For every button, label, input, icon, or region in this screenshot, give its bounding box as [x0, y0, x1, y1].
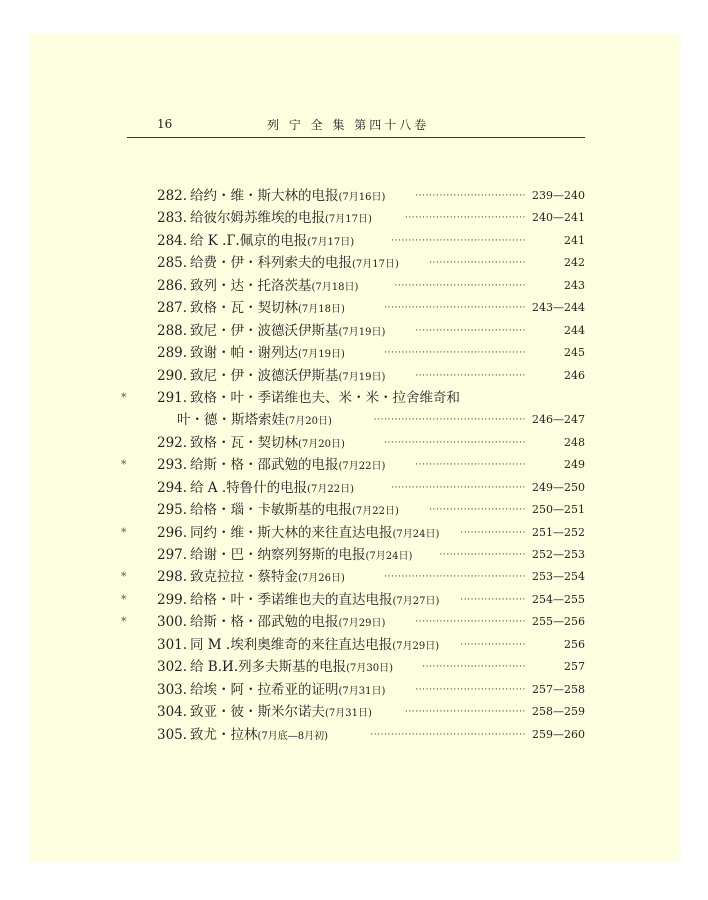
dot-leader: ································ — [415, 617, 526, 628]
entry-title — [190, 342, 345, 366]
entry-title-text: 同约・维・斯大林的来往直达电报 — [190, 524, 393, 541]
entry-date: (7月17日) — [307, 236, 355, 248]
entry-title-text: 致亚・彼・斯米尔诺夫 — [190, 704, 325, 721]
entry-title — [190, 724, 328, 748]
entry-number: 303. — [157, 681, 188, 698]
toc-entry — [127, 275, 585, 297]
entry-date: (7月19日) — [338, 371, 386, 383]
entry-number: 304. — [157, 704, 188, 721]
entry-date: (7月20日) — [285, 416, 332, 428]
entry-date: (7月27日) — [392, 595, 440, 607]
entry-page-range: 246 — [564, 368, 585, 382]
entry-number: 283. — [157, 210, 188, 227]
new-document-marker: * — [121, 458, 127, 472]
entry-number: 296. — [157, 524, 188, 541]
entry-title — [190, 252, 399, 276]
entry-number: 298. — [157, 569, 188, 586]
entry-title — [190, 320, 385, 344]
entry-number: 285. — [157, 255, 188, 272]
entry-page-range: 255—256 — [532, 615, 585, 629]
entry-number: 292. — [157, 434, 188, 451]
toc-entry — [121, 387, 585, 409]
toc-entry — [127, 499, 585, 521]
entry-number: 293. — [157, 457, 188, 474]
entry-page-range: 248 — [564, 435, 585, 449]
dot-leader: ··················· — [460, 639, 526, 650]
entry-date: (7月17日) — [352, 259, 399, 271]
entry-title — [190, 679, 385, 703]
dot-leader: ········································· — [384, 572, 526, 583]
entry-title — [190, 207, 372, 231]
dot-leader: ································ — [415, 370, 526, 381]
dot-leader: ······························ — [422, 662, 526, 673]
toc-entry — [127, 477, 585, 499]
dot-leader: ······································ — [394, 280, 526, 291]
entry-title-text: 给埃・阿・拉希亚的证明 — [190, 681, 339, 698]
entry-page-range: 257—258 — [532, 682, 585, 696]
entry-title-text: 给彼尔姆苏维埃的电报 — [190, 210, 325, 227]
toc-entry — [121, 566, 585, 588]
entry-page-range: 251—252 — [532, 525, 585, 539]
new-document-marker: * — [121, 525, 127, 539]
toc-entry — [127, 634, 585, 656]
entry-page-range: 257 — [564, 660, 585, 674]
toc-entry — [127, 207, 585, 229]
entry-date: (7月30日) — [346, 663, 393, 675]
entry-date: (7月19日) — [338, 326, 386, 338]
entry-title — [190, 297, 345, 321]
entry-page-range: 253—254 — [532, 570, 585, 584]
entry-title — [190, 566, 345, 590]
entry-date: (7月20日) — [298, 438, 345, 450]
entry-title — [190, 432, 345, 456]
toc-entry — [127, 342, 585, 364]
dot-leader: ············································· — [370, 729, 526, 740]
entry-number: 300. — [157, 614, 188, 631]
toc-entry — [127, 544, 585, 566]
new-document-marker: * — [121, 390, 127, 404]
entry-page-range: 243—244 — [532, 301, 585, 315]
entry-title — [190, 387, 460, 411]
entry-date: (7月26日) — [298, 573, 345, 585]
toc-entry — [127, 409, 585, 431]
entry-title — [190, 477, 354, 501]
entry-number: 305. — [157, 726, 188, 743]
toc-entry — [127, 230, 585, 252]
entry-date: (7月18日) — [298, 304, 345, 316]
entry-number: 302. — [157, 659, 188, 676]
toc-entry — [127, 432, 585, 454]
dot-leader: ···························· — [429, 505, 526, 516]
entry-title — [190, 275, 358, 299]
dot-leader: ········································· — [384, 303, 526, 314]
running-title: 列 宁 全 集 第四十八卷 — [267, 118, 430, 132]
entry-title-text: 致尤・拉林 — [190, 726, 258, 743]
entry-date: (7月16日) — [338, 192, 386, 203]
toc-entry — [127, 679, 585, 701]
dot-leader: ································ — [415, 684, 526, 695]
entry-title-text: 给谢・巴・纳察列努斯的电报 — [190, 547, 366, 563]
entry-title — [190, 365, 385, 389]
entry-title-text: 给斯・格・邵武勉的电报 — [190, 614, 339, 631]
entry-page-range: 256 — [564, 637, 585, 651]
toc-entry — [127, 252, 585, 274]
entry-number: 286. — [157, 277, 188, 294]
new-document-marker: * — [121, 570, 127, 584]
entry-title-text: 给 B.И.列多夫斯基的电报 — [190, 659, 347, 676]
entry-title-text: 给费・伊・科列索夫的电报 — [190, 255, 352, 272]
dot-leader: ··················· — [460, 527, 526, 538]
toc-entry — [121, 611, 585, 633]
dot-leader: ···························· — [429, 258, 526, 269]
toc-entry — [127, 365, 585, 387]
entry-title-text: 致尼・伊・波德沃伊斯基 — [190, 322, 339, 339]
entry-page-range: 252—253 — [532, 548, 585, 561]
entry-number: 287. — [157, 300, 188, 317]
new-document-marker: * — [121, 615, 127, 629]
toc-entry — [121, 589, 585, 611]
entry-title-text: 致谢・帕・谢列达 — [190, 345, 298, 362]
entry-number: 294. — [157, 479, 188, 496]
entry-page-range: 240—241 — [532, 211, 585, 225]
entry-page-range: 246—247 — [532, 413, 585, 427]
toc-entry — [121, 454, 585, 476]
entry-number: 284. — [157, 232, 188, 249]
entry-title-text: 致格・叶・季诺维也夫、米・米・拉舍维奇和 — [190, 389, 460, 406]
entry-title-text: 给约・维・斯大林的电报 — [190, 188, 339, 204]
dot-leader: ··································· — [404, 213, 526, 224]
entry-title-text: 给 K .Г.佩京的电报 — [190, 232, 308, 249]
entry-date: (7月29日) — [338, 618, 386, 630]
entry-number: 290. — [157, 367, 188, 384]
toc-entry — [121, 522, 585, 544]
toc-entry — [127, 701, 585, 723]
entry-date: (7月31日) — [338, 685, 386, 697]
entry-date: (7月18日) — [311, 281, 359, 293]
entry-title — [190, 499, 399, 523]
entry-page-range: 250—251 — [532, 503, 585, 517]
dot-leader: ································ — [415, 191, 526, 201]
entry-title — [190, 454, 385, 478]
page-header — [127, 115, 585, 138]
page-number: 16 — [157, 117, 173, 131]
entry-page-range: 242 — [564, 256, 585, 270]
entry-number: 297. — [157, 547, 188, 563]
entry-title — [190, 611, 385, 635]
entry-title-text: 致克拉拉・蔡特金 — [190, 569, 298, 586]
dot-leader: ············································ — [373, 415, 526, 426]
entry-title — [190, 656, 393, 680]
toc-entry — [127, 297, 585, 319]
entry-date: (7月22日) — [338, 461, 386, 473]
entry-page-range: 243 — [564, 278, 585, 292]
entry-date: (7月24日) — [365, 551, 413, 562]
entry-page-range: 239—240 — [532, 189, 585, 202]
entry-number: 288. — [157, 322, 188, 339]
entry-title-text: 叶・德・斯塔索娃 — [177, 412, 285, 429]
entry-title-text: 同 M .埃利奥维奇的来往直达电报 — [190, 636, 393, 653]
entry-number: 301. — [157, 636, 188, 653]
dot-leader: ································ — [415, 460, 526, 471]
new-document-marker: * — [121, 592, 127, 606]
entry-number: 299. — [157, 591, 188, 608]
entry-date: (7月19日) — [298, 349, 345, 361]
entry-title-text: 给 A .特鲁什的电报 — [190, 479, 308, 496]
entry-title-text: 给格・瑙・卡敏斯基的电报 — [190, 502, 352, 519]
entry-number: 289. — [157, 345, 188, 362]
dot-leader: ··································· — [404, 707, 526, 718]
entry-number: 291. — [157, 389, 188, 406]
entry-page-range: 259—260 — [532, 727, 585, 741]
entry-page-range: 249 — [564, 458, 585, 472]
entry-number: 282. — [157, 188, 188, 204]
entry-page-range: 245 — [564, 346, 585, 360]
dot-leader: ······································· — [391, 235, 526, 246]
entry-title — [190, 589, 439, 613]
entry-page-range: 258—259 — [532, 705, 585, 719]
entry-title — [190, 185, 385, 209]
entry-date: (7月底—8月初) — [257, 730, 329, 742]
entry-title-text: 给斯・格・邵武勉的电报 — [190, 457, 339, 474]
entry-page-range: 241 — [564, 233, 585, 247]
entry-number: 295. — [157, 502, 188, 519]
entry-date: (7月24日) — [392, 528, 440, 540]
entry-date: (7月22日) — [307, 483, 355, 495]
table-of-contents — [121, 185, 585, 746]
entry-date: (7月29日) — [392, 640, 440, 652]
entry-title — [190, 701, 372, 725]
toc-entry — [127, 724, 585, 746]
dot-leader: ··················· — [460, 594, 526, 605]
entry-page-range: 244 — [564, 323, 585, 337]
dot-leader: ························· — [439, 550, 526, 560]
entry-title-text: 致尼・伊・波德沃伊斯基 — [190, 367, 339, 384]
entry-page-range: 249—250 — [532, 480, 585, 494]
entry-title-text: 致列・达・托洛茨基 — [190, 277, 312, 294]
entry-title-text: 致格・瓦・契切林 — [190, 300, 298, 317]
entry-title-text: 给格・叶・季诺维也夫的直达电报 — [190, 591, 393, 608]
entry-title-text: 致格・瓦・契切林 — [190, 434, 298, 451]
toc-entry — [127, 185, 585, 207]
toc-entry — [127, 656, 585, 678]
entry-date: (7月31日) — [325, 708, 372, 720]
entry-title — [190, 634, 439, 658]
entry-date: (7月22日) — [352, 506, 399, 518]
dot-leader: ······································· — [391, 482, 526, 493]
entry-title — [177, 409, 332, 433]
entry-title — [190, 544, 412, 568]
dot-leader: ········································· — [384, 348, 526, 359]
entry-date: (7月17日) — [325, 214, 372, 226]
toc-entry — [127, 320, 585, 342]
dot-leader: ································ — [415, 325, 526, 336]
entry-page-range: 254—255 — [532, 592, 585, 606]
entry-title — [190, 230, 354, 254]
dot-leader: ········································· — [384, 437, 526, 448]
entry-title — [190, 522, 439, 546]
